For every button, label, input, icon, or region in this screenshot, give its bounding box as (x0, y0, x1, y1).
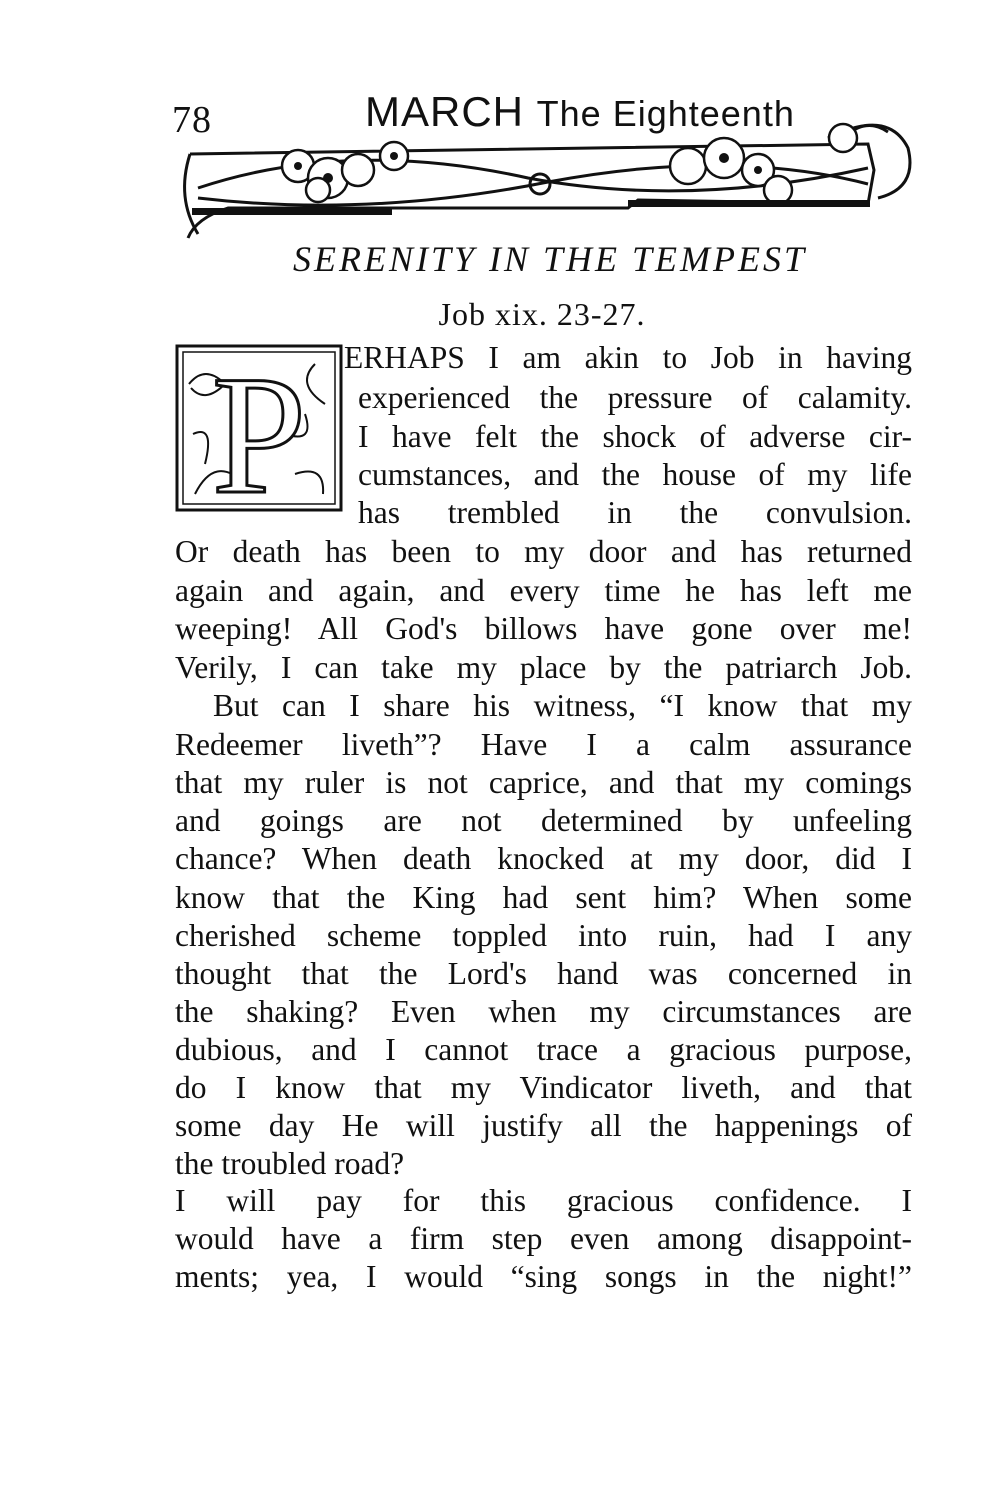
body-line: know that the King had sent him? When some (175, 880, 912, 915)
body-line: experienced the pressure of calamity. (358, 380, 912, 415)
scripture-reference: Job xix. 23-27. (438, 296, 646, 332)
body-line: dubious, and I cannot trace a gracious purpose, (175, 1032, 912, 1067)
body-line: do I know that my Vindicator liveth, and that (175, 1070, 912, 1105)
body-line: Redeemer liveth”? Have I a calm assurance (175, 727, 912, 762)
body-line: But can I share his witness, “I know that my (213, 688, 912, 723)
body-line: the shaking? Even when my circumstances are (175, 994, 912, 1029)
body-line: has trembled in the convulsion. (358, 495, 912, 530)
body-line: would have a firm step even among disappoint- (175, 1221, 912, 1256)
body-line: some day He will justify all the happenings of (175, 1108, 912, 1143)
body-line: the troubled road? (175, 1146, 405, 1181)
chapter-title: SERENITY IN THE TEMPEST (292, 239, 808, 279)
body-line: cumstances, and the house of my life (358, 457, 912, 492)
page-number: 78 (172, 99, 212, 141)
body-line: ments; yea, I would “sing songs in the night!” (175, 1259, 912, 1294)
body-line: I will pay for this gracious confidence. I (175, 1183, 912, 1218)
body-line: I have felt the shock of adverse cir- (358, 419, 912, 454)
body-line: again and again, and every time he has left me (175, 573, 912, 608)
body-line: cherished scheme toppled into ruin, had I any (175, 918, 912, 953)
drop-cap-letter: P (211, 344, 307, 512)
body-line: chance? When death knocked at my door, did I (175, 841, 912, 876)
floral-header-ornament (168, 108, 916, 240)
body-line: Or death has been to my door and has returned (175, 534, 912, 569)
body-line: that my ruler is not caprice, and that my comings (175, 765, 912, 800)
running-head-day: The Eighteenth (536, 93, 795, 134)
running-head-month: MARCH (365, 88, 524, 135)
body-line: Verily, I can take my place by the patriarch Job. (175, 650, 912, 685)
body-line: and goings are not determined by unfeeling (175, 803, 912, 838)
body-line: thought that the Lord's hand was concerned in (175, 956, 912, 991)
body-line: ERHAPS I am akin to Job in having (344, 340, 912, 375)
body-line: weeping! All God's billows have gone over me! (175, 611, 912, 646)
illuminated-drop-cap (175, 344, 343, 512)
